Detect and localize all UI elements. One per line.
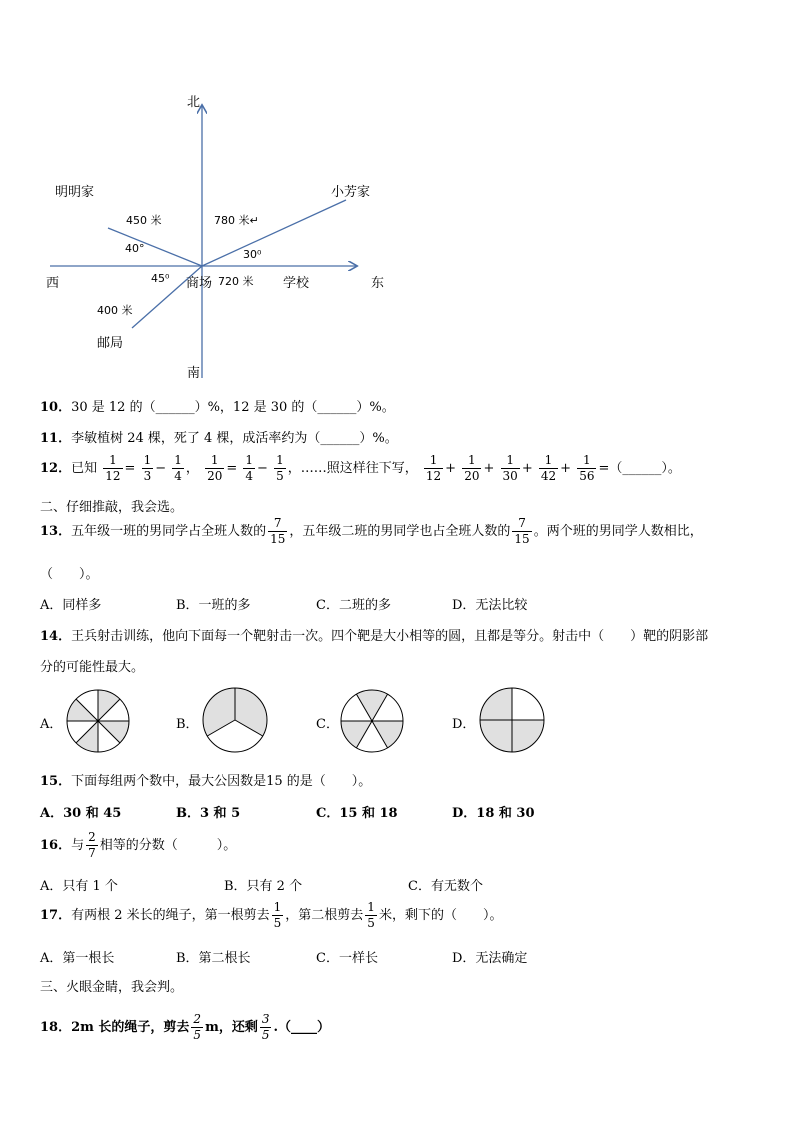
q14-option-a[interactable]: A． (40, 717, 63, 732)
q13-option-d[interactable]: D．无法比较 (452, 598, 528, 613)
section-2-heading: 二、仔细推敲，我会选。 (40, 500, 184, 515)
target-b-3-parts[interactable] (201, 686, 269, 754)
q14-option-d[interactable]: D． (452, 717, 476, 732)
fraction: $\frac{7}{15}$ (514, 516, 530, 546)
q11-text: 李敏植树 24 棵，死了 4 棵，成活率约为（______）%。 (71, 431, 398, 446)
fraction: $\frac{2}{7}$ (88, 830, 96, 860)
q17-option-a[interactable]: A．第一根长 (40, 951, 115, 966)
distance-400: 400 米 (97, 304, 133, 317)
q10-text: 30 是 12 的（______）%，12 是 30 的（______）%。 (71, 400, 395, 415)
angle-40: 40° (125, 242, 145, 255)
fraction: $\frac{1}{56}$ (579, 453, 595, 483)
fraction: $\frac{1}{20}$ (464, 453, 480, 483)
question-18: 18．2m 长的绳子，剪去 $\frac{2}{5}$ m，还剩 $\frac{3}{5}$ .（____） (40, 1012, 330, 1042)
line-to-xiaofang (202, 200, 346, 266)
fraction: $\frac{1}{12}$ (425, 453, 442, 483)
west-label: 西 (46, 276, 60, 291)
direction-map (40, 88, 400, 378)
fraction: $\frac{1}{12}$ (105, 453, 121, 483)
q12-text-4: =（______）。 (598, 461, 681, 476)
q14-option-b[interactable]: B． (176, 717, 199, 732)
angle-45: 45⁰ (151, 272, 170, 285)
fraction: $\frac{1}{4}$ (174, 453, 182, 483)
question-13: 13．五年级一班的男同学占全班人数的 $\frac{7}{15}$ ，五年级二班的男同学也占全班人数的 $\frac{7}{15}$ 。两个班的男同学人数相比， (40, 516, 703, 546)
fraction: $\frac{3}{5}$ (261, 1012, 270, 1042)
q15-option-b[interactable]: B．3 和 5 (176, 806, 241, 821)
fraction: $\frac{1}{5}$ (273, 900, 282, 930)
q15-option-a[interactable]: A．30 和 45 (40, 806, 122, 821)
angle-30: 30⁰ (243, 248, 262, 261)
fraction: $\frac{1}{20}$ (207, 453, 223, 483)
north-label: 北 (187, 95, 201, 110)
mingming-label: 明明家 (55, 185, 95, 200)
section-3-heading: 三、火眼金睛，我会判。 (40, 980, 184, 995)
q17-option-d[interactable]: D．无法确定 (452, 951, 528, 966)
q12-text-1: 已知 (71, 461, 98, 476)
east-label: 东 (371, 276, 385, 291)
q14-option-c[interactable]: C． (316, 717, 339, 732)
question-10 (40, 396, 395, 415)
q13-option-c[interactable]: C．二班的多 (316, 598, 391, 613)
fraction: $\frac{1}{5}$ (367, 900, 375, 930)
fraction: $\frac{1}{5}$ (276, 453, 284, 483)
q11-number: 11． (40, 431, 72, 446)
xiaofang-label: 小芳家 (331, 185, 371, 200)
distance-780: 780 米↵ (214, 214, 259, 227)
target-d-4-parts[interactable] (478, 686, 546, 754)
question-15: 15．下面每组两个数中，最大公因数是15 的是（ ）。 (40, 774, 372, 789)
question-17: 17．有两根 2 米长的绳子，第一根剪去 $\frac{1}{5}$ ，第二根剪去 $\frac{1}{5}$ 米，剩下的（ ）。 (40, 900, 503, 930)
q10-number: 10． (40, 400, 72, 415)
school-label: 学校 (283, 276, 310, 291)
q13-option-a[interactable]: A．同样多 (40, 598, 102, 613)
q17-option-c[interactable]: C．一样长 (316, 951, 378, 966)
q13-line-2: （ ）。 (40, 567, 99, 582)
mall-label: 商场 (186, 276, 213, 291)
q12-number: 12． (40, 461, 72, 476)
q12-text-3: ，……照这样往下写， (287, 461, 418, 476)
q15-option-d[interactable]: D．18 和 30 (452, 806, 535, 821)
q15-option-c[interactable]: C．15 和 18 (316, 806, 398, 821)
target-a-8-parts[interactable] (65, 688, 131, 754)
target-c-6-parts[interactable] (339, 688, 405, 754)
fraction: $\frac{1}{4}$ (245, 453, 254, 483)
q14-line-2: 分的可能性最大。 (40, 660, 145, 675)
q17-option-b[interactable]: B．第二根长 (176, 951, 251, 966)
fraction: $\frac{1}{30}$ (502, 453, 518, 483)
distance-720: 720 米 (218, 275, 254, 288)
fraction: $\frac{1}{3}$ (143, 453, 152, 483)
q13-option-b[interactable]: B．一班的多 (176, 598, 251, 613)
question-11 (40, 427, 398, 446)
fraction: $\frac{2}{5}$ (193, 1012, 202, 1042)
fraction: $\frac{1}{42}$ (540, 453, 557, 483)
line-to-mingming (108, 228, 202, 266)
question-12: 12．已知 $\frac{1}{12}$ = $\frac{1}{3}$ − $\frac{1}{4}$ ， $\frac{1}{20}$ = $\frac{1}{4}$ − $\frac{1}{5}$ ，……照这样往下写， $\frac{1}{12}$ + $\frac{1}{20}$ + $\frac{1}{30}$ + $\frac{1}{42}$ + $\frac{1}{56}$ =（______）。 (40, 453, 681, 483)
q16-option-c[interactable]: C．有无数个 (408, 879, 483, 894)
q16-option-a[interactable]: A．只有 1 个 (40, 879, 118, 894)
distance-450: 450 米 (126, 214, 162, 227)
question-16: 16．与 $\frac{2}{7}$ 相等的分数（ ）。 (40, 830, 237, 860)
post-label: 邮局 (97, 336, 124, 351)
south-label: 南 (187, 366, 201, 381)
q16-option-b[interactable]: B．只有 2 个 (224, 879, 303, 894)
question-14: 14．王兵射击训练，他向下面每一个靶射击一次。四个靶是大小相等的圆，且都是等分。射击中（ ）靶的阴影部 (40, 629, 709, 644)
fraction: $\frac{7}{15}$ (270, 516, 286, 546)
